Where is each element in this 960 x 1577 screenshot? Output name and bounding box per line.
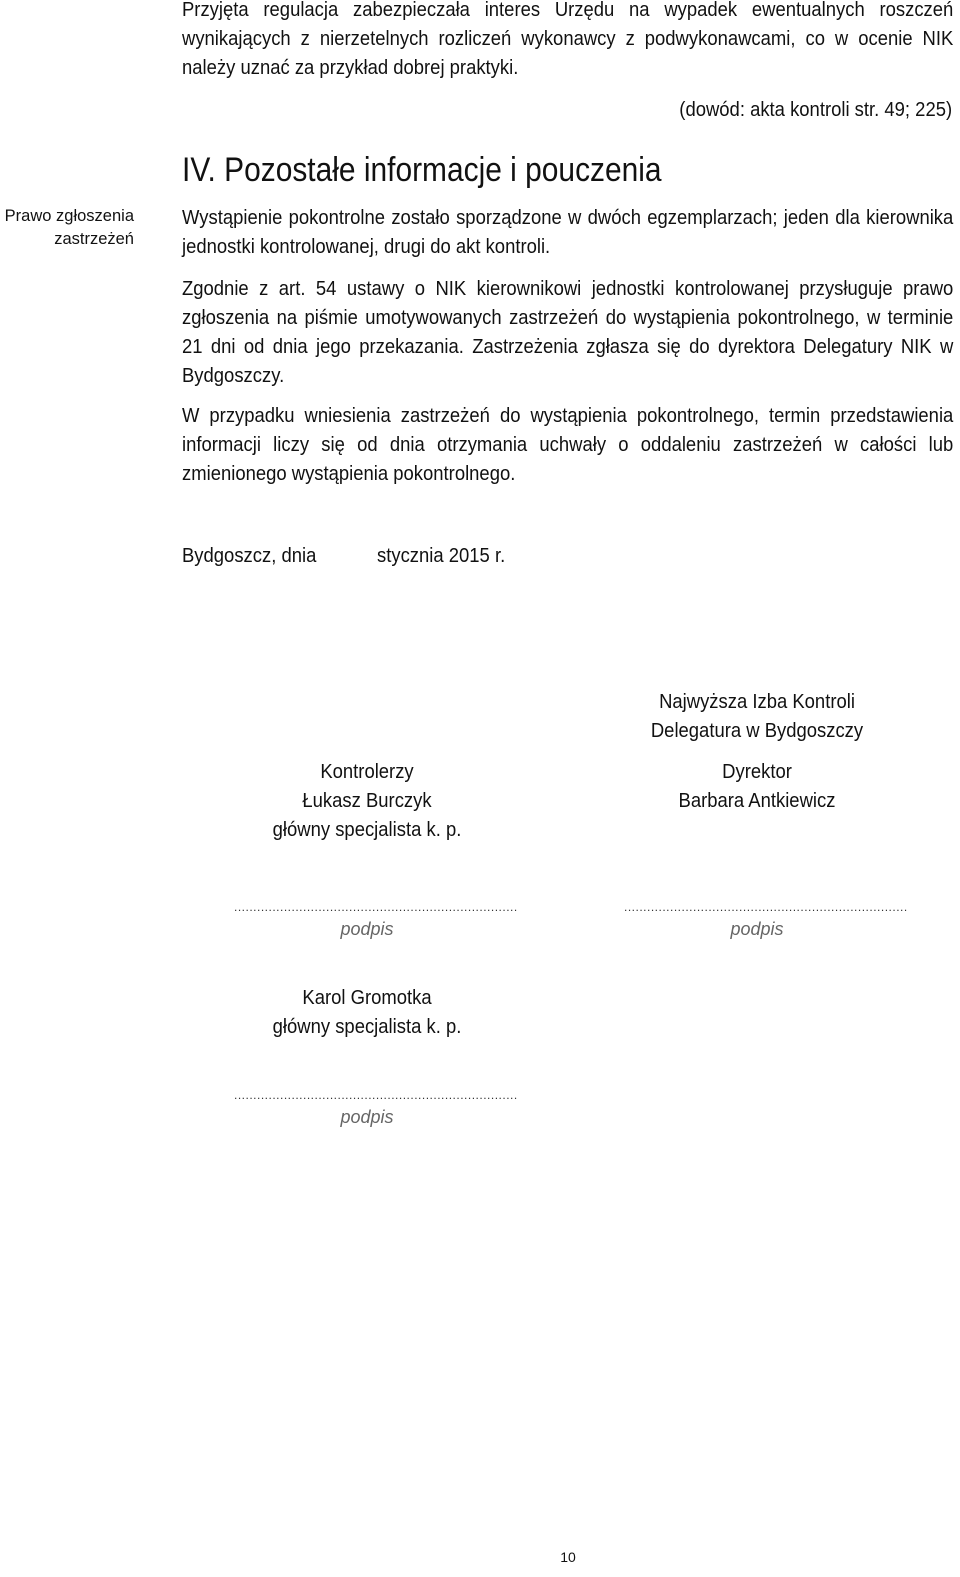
page-number: 10 <box>560 1549 576 1565</box>
controllers-block <box>249 757 485 844</box>
director-block <box>634 757 881 815</box>
director-title: Dyrektor <box>722 760 792 783</box>
controller-2-role: główny specjalista k. p. <box>272 1015 462 1038</box>
paragraph-objection-right: Zgodnie z art. 54 ustawy o NIK kierownikowi jednostki kontrolowanej przysługuje prawo zgłoszenia na piśmie umotywowanych zastrzeżeń do wystąpienia pokontrolnego, w terminie 21 dni od dnia jego przekazania. Zastrzeżenia zgłasza się do dyrektora Delegatury NIK w Bydgoszczy. <box>182 277 954 387</box>
signature-line-controller-1: .......................................................................... <box>234 900 518 914</box>
closing-paragraph: Przyjęta regulacja zabezpieczała interes Urzędu na wypadek ewentualnych roszczeń wynikających z nierzetelnych rozliczeń wykonawcy z podwykonawcami, co w ocenie NIK należy uznać za przykład dobrej praktyki. <box>182 0 954 79</box>
director-name: Barbara Antkiewicz <box>678 789 836 812</box>
date-label: Bydgoszcz, dnia <box>182 544 317 567</box>
controller-2-block <box>249 983 485 1041</box>
signature-line-director: .......................................................................... <box>624 900 908 914</box>
signature-label-controller-1: podpis <box>340 919 394 939</box>
section-heading: IV. Pozostałe informacje i pouczenia <box>182 151 662 189</box>
date-value: stycznia 2015 r. <box>377 544 506 567</box>
evidence-reference: (dowód: akta kontroli str. 49; 225) <box>679 98 952 121</box>
signature-label-controller-2: podpis <box>340 1107 394 1127</box>
controller-1-name: Łukasz Burczyk <box>302 789 432 812</box>
paragraph-copies: Wystąpienie pokontrolne zostało sporządzone w dwóch egzemplarzach; jeden dla kierownika jednostki kontrolowanej, drugi do akt kontroli. <box>182 206 954 258</box>
controller-1-role: główny specjalista k. p. <box>272 818 462 841</box>
margin-note: Prawo zgłoszenia zastrzeżeń <box>4 207 134 248</box>
controllers-title: Kontrolerzy <box>320 760 414 783</box>
signature-line-controller-2: .......................................................................... <box>234 1088 518 1102</box>
controller-2-name: Karol Gromotka <box>302 986 432 1009</box>
institution-name: Najwyższa Izba Kontroli <box>659 690 855 713</box>
institution-block <box>634 687 881 745</box>
signature-label-director: podpis <box>730 919 784 939</box>
paragraph-objection-term: W przypadku wniesienia zastrzeżeń do wystąpienia pokontrolnego, termin przedstawienia informacji liczy się od dnia otrzymania uchwały o oddaleniu zastrzeżeń w całości lub zmienionego wystąpienia pokontrolnego. <box>182 404 954 485</box>
institution-delegation: Delegatura w Bydgoszczy <box>650 719 864 742</box>
